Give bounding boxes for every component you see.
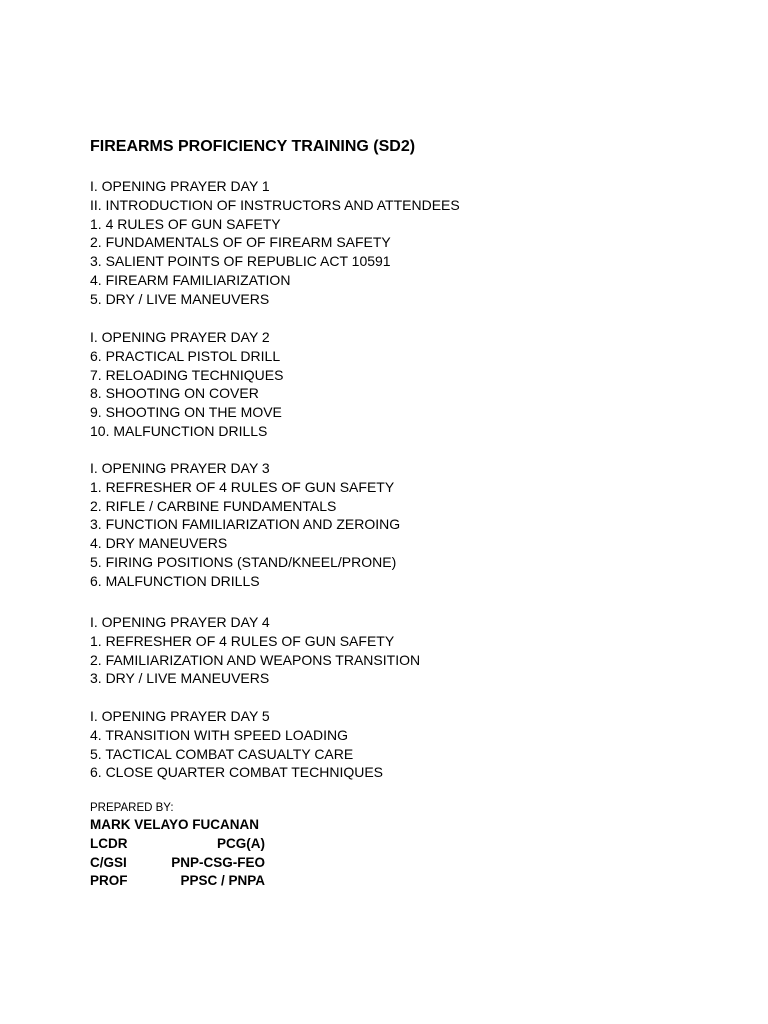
list-item: I. OPENING PRAYER DAY 3 — [90, 460, 270, 476]
prepared-by-label: PREPARED BY: — [90, 802, 174, 814]
list-item: I. OPENING PRAYER DAY 2 — [90, 329, 270, 345]
list-item: 3. FUNCTION FAMILIARIZATION AND ZEROING — [90, 516, 401, 533]
list-item: 2. FAMILIARIZATION AND WEAPONS TRANSITION — [90, 651, 421, 668]
list-item: 4. TRANSITION WITH SPEED LOADING — [90, 726, 349, 743]
list-item: 2. RIFLE / CARBINE FUNDAMENTALS — [90, 497, 337, 514]
list-item: I. OPENING PRAYER DAY 5 — [90, 708, 270, 724]
affiliation-value: PPSC / PNPA — [180, 873, 265, 889]
list-item: 4. DRY MANEUVERS — [90, 535, 228, 552]
list-item: 6. MALFUNCTION DRILLS — [90, 572, 260, 589]
list-item: 1. REFRESHER OF 4 RULES OF GUN SAFETY — [90, 632, 395, 649]
position-label: C/GSI — [90, 854, 127, 870]
list-item: 10. MALFUNCTION DRILLS — [90, 422, 268, 439]
rank-value: PCG(A) — [217, 835, 265, 851]
list-item: 3. SALIENT POINTS OF REPUBLIC ACT 10591 — [90, 253, 391, 270]
list-item: I. OPENING PRAYER DAY 4 — [90, 614, 270, 630]
list-item: II. INTRODUCTION OF INSTRUCTORS AND ATTENDEES — [90, 196, 460, 213]
list-item: 9. SHOOTING ON THE MOVE — [90, 404, 282, 421]
day-3-section — [90, 459, 400, 591]
day-4-section — [90, 613, 420, 688]
list-item: 5. DRY / LIVE MANEUVERS — [90, 290, 270, 307]
position-value: PNP-CSG-FEO — [171, 854, 265, 870]
prepared-by-block — [90, 800, 265, 891]
affiliation-label: PROF — [90, 873, 128, 889]
day-5-section — [90, 707, 383, 782]
signature-row — [90, 835, 265, 854]
list-item: 3. DRY / LIVE MANEUVERS — [90, 670, 270, 687]
rank-label: LCDR — [90, 835, 128, 851]
list-item: 6. PRACTICAL PISTOL DRILL — [90, 347, 281, 364]
day-1-section — [90, 177, 460, 309]
list-item: 1. REFRESHER OF 4 RULES OF GUN SAFETY — [90, 478, 395, 495]
list-item: 5. TACTICAL COMBAT CASUALTY CARE — [90, 745, 354, 762]
list-item: 7. RELOADING TECHNIQUES — [90, 366, 284, 383]
page-title: FIREARMS PROFICIENCY TRAINING (SD2) — [90, 138, 416, 155]
list-item: 6. CLOSE QUARTER COMBAT TECHNIQUES — [90, 764, 384, 781]
day-2-section — [90, 328, 283, 441]
list-item: I. OPENING PRAYER DAY 1 — [90, 178, 270, 194]
signature-row — [90, 872, 265, 891]
list-item: 8. SHOOTING ON COVER — [90, 385, 259, 402]
list-item: 5. FIRING POSITIONS (STAND/KNEEL/PRONE) — [90, 553, 397, 570]
list-item: 4. FIREARM FAMILIARIZATION — [90, 271, 291, 288]
list-item: 1. 4 RULES OF GUN SAFETY — [90, 215, 281, 232]
signature-row — [90, 854, 265, 873]
list-item: 2. FUNDAMENTALS OF OF FIREARM SAFETY — [90, 234, 391, 251]
preparer-name: MARK VELAYO FUCANAN — [90, 817, 260, 832]
